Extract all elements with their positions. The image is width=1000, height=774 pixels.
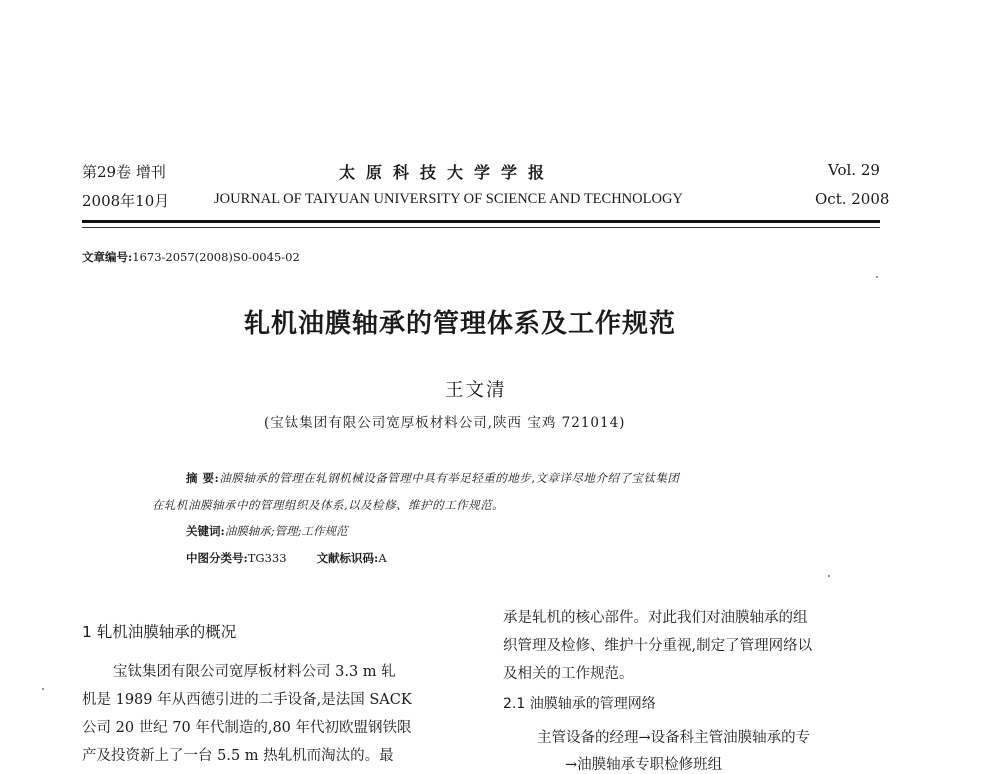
classification [186,550,387,566]
volume-en: Vol. 29 [828,161,880,179]
date-cn: 2008年10月 [82,192,170,210]
right-line-5: →油膜轴承专职检修班组 [565,757,723,773]
doc-code-label: 文献标识码: [316,551,379,565]
clc-value: TG333 [247,551,287,565]
journal-title-en: JOURNAL OF TAIYUAN UNIVERSITY OF SCIENCE AND TECHNOLOGY [214,191,683,207]
article-number-value: 1673-2057(2008)S0-0045-02 [132,250,300,264]
right-line-4: 主管设备的经理→设备科主管油膜轴承的专 [537,730,811,746]
abstract-label: 摘 要: [186,471,220,485]
abstract-line-1 [186,470,679,486]
affiliation: (宝钛集团有限公司宽厚板材料公司,陕西 宝鸡 721014) [264,415,626,431]
journal-title-cn: 太原科技大学学报 [339,163,556,182]
left-line-3: 公司 20 世纪 70 年代制造的,80 年代初欧盟钢铁限 [82,720,412,736]
header-rule-thin [82,227,880,228]
keywords-value: 油膜轴承;管理;工作规范 [224,524,348,538]
article-number-label: 文章编号: [82,250,133,264]
right-line-3: 及相关的工作规范。 [503,666,634,682]
abstract-line-2: 在轧机油膜轴承中的管理组织及体系,以及检修、维护的工作规范。 [152,498,505,512]
author: 王文清 [445,380,507,401]
right-line-2: 织管理及检修、维护十分重视,制定了管理网络以 [503,638,813,654]
scan-speck [828,575,830,577]
article-number [82,249,300,265]
volume-cn: 第29卷 增刊 [82,163,166,181]
doc-code-value: A [378,551,387,565]
left-line-1: 宝钛集团有限公司宽厚板材料公司 3.3 m 轧 [113,664,396,680]
right-line-1: 承是轧机的核心部件。对此我们对油膜轴承的组 [503,610,808,626]
date-en: Oct. 2008 [815,190,890,208]
left-line-2: 机是 1989 年从西德引进的二手设备,是法国 SACK [82,692,412,708]
clc-label: 中图分类号: [186,551,248,565]
keywords-label: 关键词: [186,524,225,538]
keywords [186,523,348,539]
abstract-text-1: 油膜轴承的管理在轧钢机械设备管理中具有举足轻重的地步,文章详尽地介绍了宝钛集团 [219,471,680,485]
paper-title: 轧机油膜轴承的管理体系及工作规范 [244,309,677,339]
section-heading-1: 1 轧机油膜轴承的概况 [82,623,237,641]
scan-speck [42,688,44,690]
header-rule-thick [82,220,880,223]
subsection-heading-2-1: 2.1 油膜轴承的管理网络 [503,696,656,712]
left-line-4: 产及投资新上了一台 5.5 m 热轧机而淘汰的。最 [82,748,394,764]
scan-speck [876,276,878,278]
